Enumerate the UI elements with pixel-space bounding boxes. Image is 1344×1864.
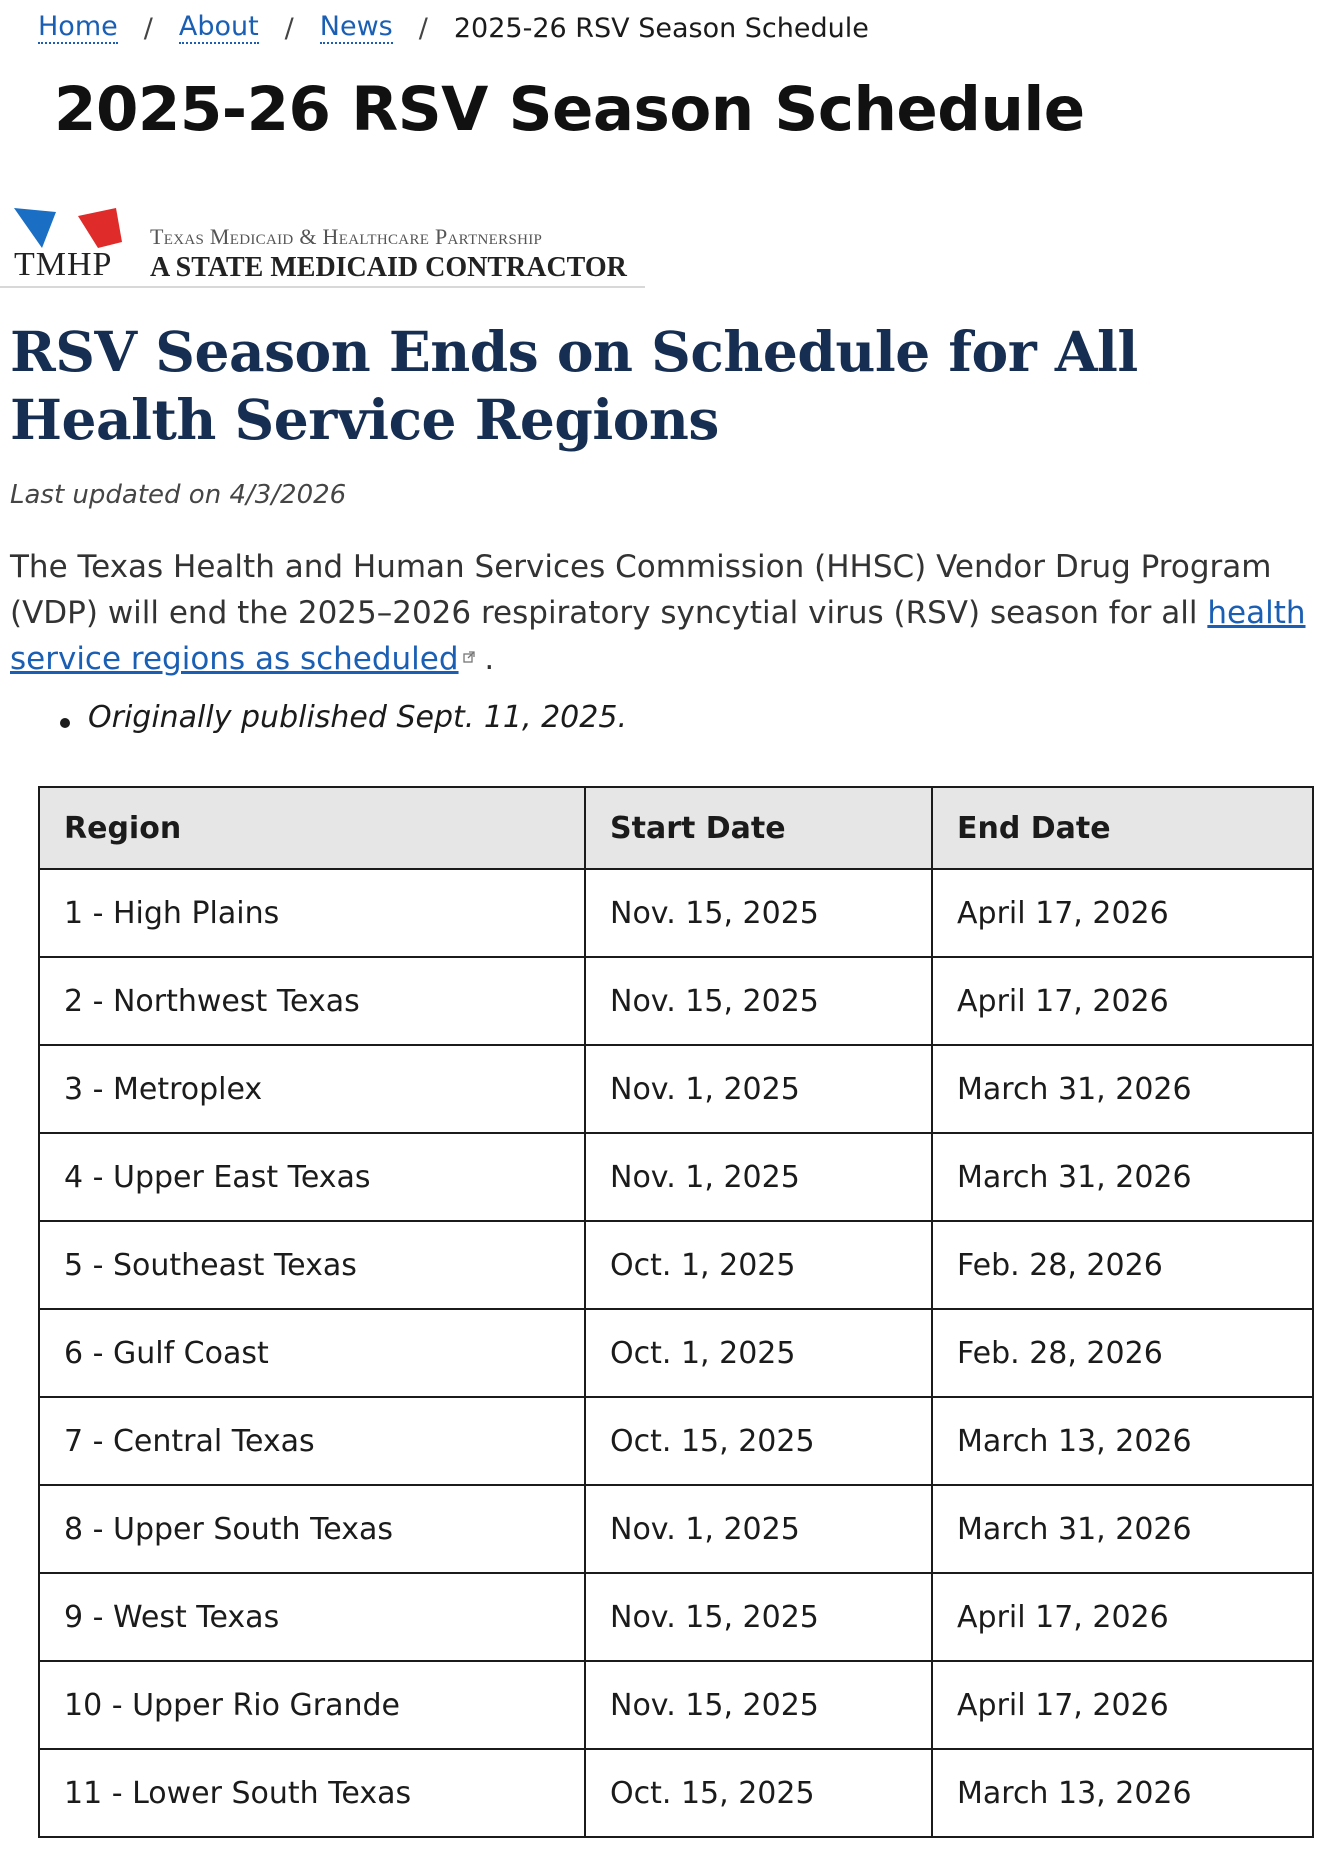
table-row <box>39 869 1313 957</box>
column-header-region: Region <box>39 787 585 869</box>
table-row <box>39 1397 1313 1485</box>
start-date-cell: Nov. 15, 2025 <box>585 869 932 957</box>
end-date-cell: Feb. 28, 2026 <box>932 1309 1313 1397</box>
table-row <box>39 1133 1313 1221</box>
start-date-cell: Nov. 1, 2025 <box>585 1485 932 1573</box>
end-date-cell: March 13, 2026 <box>932 1397 1313 1485</box>
end-date-cell: April 17, 2026 <box>932 957 1313 1045</box>
breadcrumb-separator: / <box>418 12 428 44</box>
region-cell: 7 - Central Texas <box>39 1397 585 1485</box>
table-row <box>39 1045 1313 1133</box>
table-row <box>39 1309 1313 1397</box>
table-row <box>39 1661 1313 1749</box>
region-cell: 9 - West Texas <box>39 1573 585 1661</box>
breadcrumb-separator: / <box>143 12 153 44</box>
column-header-end-date: End Date <box>932 787 1313 869</box>
intro-paragraph <box>10 544 1330 682</box>
health-service-regions-link-label: health service regions as scheduled <box>10 595 1306 677</box>
table-row <box>39 1221 1313 1309</box>
end-date-cell: March 13, 2026 <box>932 1749 1313 1837</box>
last-updated: Last updated on 4/3/2026 <box>10 480 347 510</box>
region-cell: 2 - Northwest Texas <box>39 957 585 1045</box>
intro-text: The Texas Health and Human Services Commission (HHSC) Vendor Drug Program (VDP) will end the 2025–2026 respiratory syncytial virus (RSV) season for all <box>10 549 1272 631</box>
region-cell: 11 - Lower South Texas <box>39 1749 585 1837</box>
end-date-cell: March 31, 2026 <box>932 1045 1313 1133</box>
region-cell: 10 - Upper Rio Grande <box>39 1661 585 1749</box>
logo-line-contractor: A STATE MEDICAID CONTRACTOR <box>150 252 627 283</box>
table-row <box>39 1485 1313 1573</box>
bullet-list <box>58 700 627 735</box>
breadcrumb-link-home[interactable]: Home <box>38 11 118 43</box>
breadcrumb-separator: / <box>284 12 294 44</box>
breadcrumb <box>38 8 869 48</box>
rsv-schedule-table <box>38 786 1314 1838</box>
breadcrumb-link-news[interactable]: News <box>319 11 393 43</box>
start-date-cell: Nov. 1, 2025 <box>585 1045 932 1133</box>
column-header-start-date: Start Date <box>585 787 932 869</box>
start-date-cell: Nov. 15, 2025 <box>585 1661 932 1749</box>
start-date-cell: Nov. 1, 2025 <box>585 1133 932 1221</box>
end-date-cell: April 17, 2026 <box>932 1661 1313 1749</box>
page-title: 2025-26 RSV Season Schedule <box>54 74 1085 145</box>
region-cell: 3 - Metroplex <box>39 1045 585 1133</box>
region-cell: 4 - Upper East Texas <box>39 1133 585 1221</box>
end-date-cell: April 17, 2026 <box>932 869 1313 957</box>
breadcrumb-current: 2025-26 RSV Season Schedule <box>453 12 869 44</box>
logo-acronym: TMHP <box>14 246 113 283</box>
intro-end: . <box>474 641 495 677</box>
end-date-cell: Feb. 28, 2026 <box>932 1221 1313 1309</box>
table-row <box>39 1573 1313 1661</box>
start-date-cell: Oct. 15, 2025 <box>585 1397 932 1485</box>
logo-line-partnership: Texas Medicaid & Healthcare Partnership <box>150 224 543 249</box>
start-date-cell: Oct. 15, 2025 <box>585 1749 932 1837</box>
table-row <box>39 1749 1313 1837</box>
table-header-row <box>39 787 1313 869</box>
list-item: Originally published Sept. 11, 2025. <box>58 700 627 735</box>
article-title: RSV Season Ends on Schedule for All Health Service Regions <box>10 319 1138 452</box>
start-date-cell: Nov. 15, 2025 <box>585 1573 932 1661</box>
breadcrumb-link-about[interactable]: About <box>178 11 259 43</box>
region-cell: 8 - Upper South Texas <box>39 1485 585 1573</box>
region-cell: 1 - High Plains <box>39 869 585 957</box>
external-link-icon <box>463 651 475 663</box>
end-date-cell: April 17, 2026 <box>932 1573 1313 1661</box>
start-date-cell: Oct. 1, 2025 <box>585 1309 932 1397</box>
region-cell: 6 - Gulf Coast <box>39 1309 585 1397</box>
region-cell: 5 - Southeast Texas <box>39 1221 585 1309</box>
end-date-cell: March 31, 2026 <box>932 1485 1313 1573</box>
end-date-cell: March 31, 2026 <box>932 1133 1313 1221</box>
start-date-cell: Nov. 15, 2025 <box>585 957 932 1045</box>
table-row <box>39 957 1313 1045</box>
start-date-cell: Oct. 1, 2025 <box>585 1221 932 1309</box>
tmhp-logo-mark-icon <box>12 206 122 250</box>
tmhp-logo <box>0 200 645 288</box>
